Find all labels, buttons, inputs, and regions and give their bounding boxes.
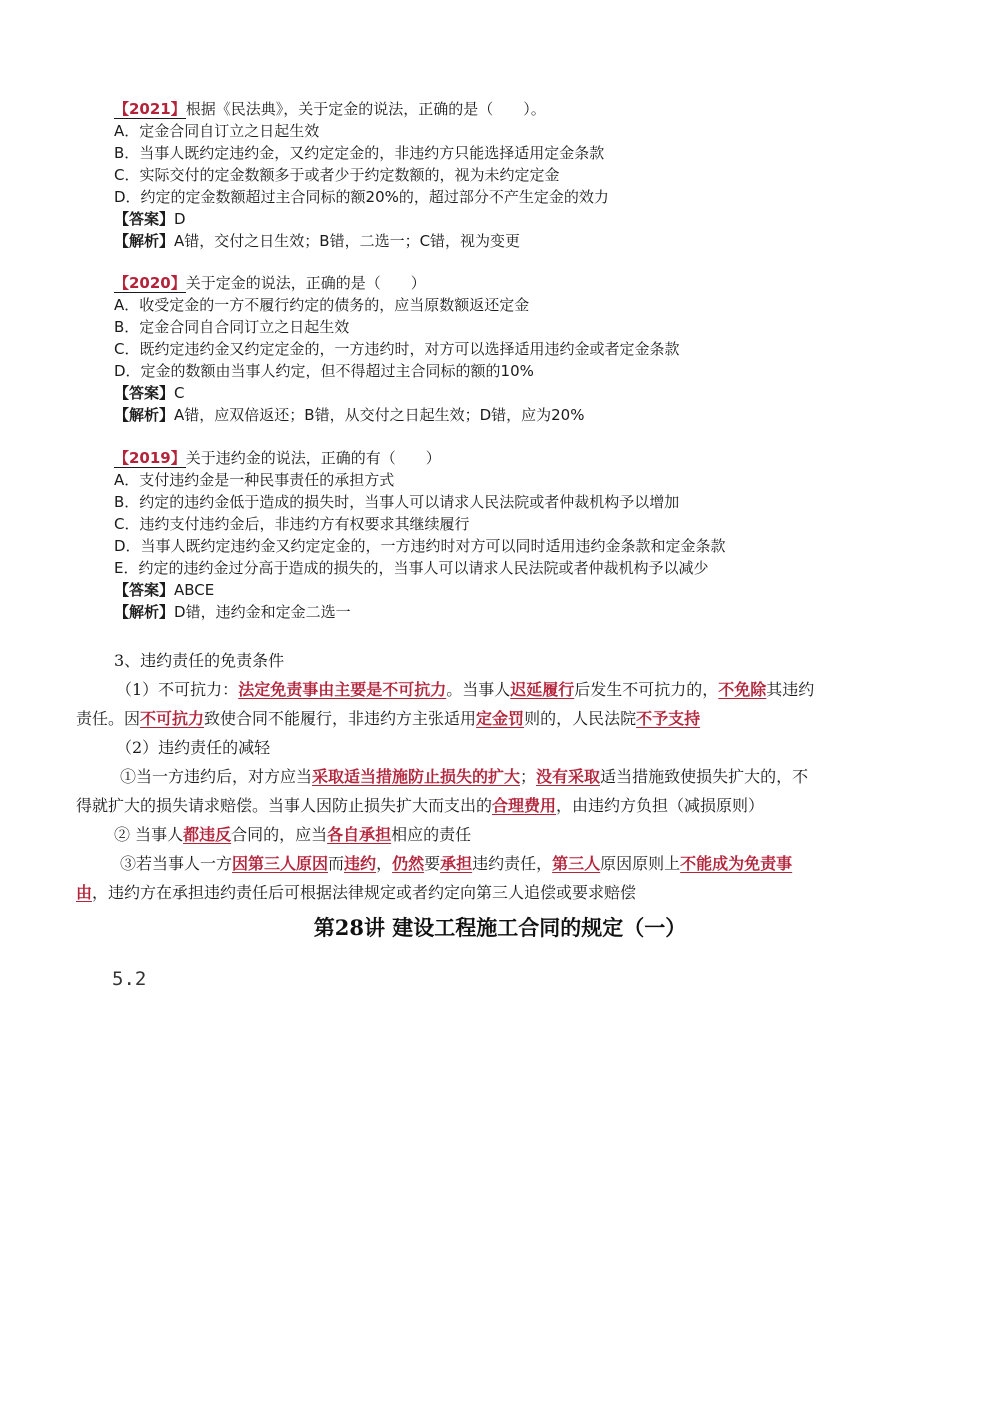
highlight: 仍然 <box>392 854 425 873</box>
analysis-line <box>114 601 934 623</box>
answer-line <box>114 579 934 601</box>
highlight: 迟延履行 <box>510 680 575 699</box>
highlight: 都违反 <box>183 825 232 844</box>
stem-text: 根据《民法典》，关于定金的说法，正确的是（ ）。 <box>185 100 546 118</box>
answer-label: 【答案】 <box>114 384 175 402</box>
paragraph-mitigation-1 <box>76 762 926 791</box>
option-c: C．实际交付的定金数额多于或者少于约定数额的，视为未约定定金 <box>114 166 560 184</box>
question-2019 <box>114 447 934 623</box>
highlight: 违约 <box>344 854 377 873</box>
text: ， <box>376 854 393 873</box>
paragraph-force-majeure-cont <box>76 704 926 733</box>
analysis-text: D错，违约金和定金二选一 <box>174 603 351 621</box>
section-title: 3、违约责任的免责条件 <box>114 651 285 670</box>
analysis-label: 【解析】 <box>114 603 175 621</box>
exemption-section <box>76 646 926 907</box>
text: 致使合同不能履行，非违约方主张适用 <box>204 709 477 728</box>
year-tag: 【2021】 <box>114 100 186 118</box>
highlight: 合理费用 <box>492 796 557 815</box>
analysis-label: 【解析】 <box>114 232 175 250</box>
option-d: D．定金的数额由当事人约定，但不得超过主合同标的额的10% <box>114 362 534 380</box>
answer-value: C <box>174 384 185 402</box>
analysis-text: A错，交付之日生效；B错，二选一；C错，视为变更 <box>174 232 521 250</box>
stem-text: 关于定金的说法，正确的是（ ） <box>185 274 426 292</box>
text: ； <box>520 767 537 786</box>
answer-value: ABCE <box>174 581 215 599</box>
text: ，由违约方负担（减损原则） <box>556 796 765 815</box>
question-2020 <box>114 272 934 426</box>
text: 要 <box>424 854 441 873</box>
paragraph-mitigation-3 <box>76 849 926 878</box>
text: （1）不可抗力： <box>116 680 239 699</box>
highlight: 不予支持 <box>636 709 701 728</box>
option-c: C．违约支付违约金后，非违约方有权要求其继续履行 <box>114 515 470 533</box>
text: 后发生不可抗力的， <box>574 680 719 699</box>
year-tag: 【2019】 <box>114 449 186 467</box>
highlight: 因第三人原因 <box>232 854 329 873</box>
paragraph-mitigation-2 <box>76 820 926 849</box>
option-d: D．当事人既约定违约金又约定定金的，一方违约时对方可以同时适用违约金条款和定金条款 <box>114 537 726 555</box>
subheading-mitigation: （2）违约责任的减轻 <box>116 738 271 757</box>
option-b: B．定金合同自合同订立之日起生效 <box>114 318 350 336</box>
analysis-label: 【解析】 <box>114 406 175 424</box>
text: ③若当事人一方 <box>120 854 233 873</box>
text: 而 <box>328 854 345 873</box>
analysis-line <box>114 404 934 426</box>
paragraph-mitigation-3-cont <box>76 878 926 907</box>
option-c: C．既约定违约金又约定定金的，一方违约时，对方可以选择适用违约金或者定金条款 <box>114 340 680 358</box>
text: 适当措施致使损失扩大的，不 <box>600 767 809 786</box>
text: 相应的责任 <box>391 825 472 844</box>
text: 违约责任， <box>472 854 553 873</box>
option-e: E．约定的违约金过分高于造成的损失的，当事人可以请求人民法院或者仲裁机构予以减少 <box>114 559 709 577</box>
highlight: 承担 <box>440 854 473 873</box>
option-a: A．收受定金的一方不履行约定的债务的，应当原数额返还定金 <box>114 296 530 314</box>
analysis-line <box>114 230 934 252</box>
text: 责任。因 <box>76 709 141 728</box>
text: 原因原则上 <box>600 854 681 873</box>
text: 其违约 <box>766 680 815 699</box>
highlight: 不可抗力 <box>140 709 205 728</box>
answer-value: D <box>174 210 186 228</box>
paragraph-force-majeure <box>76 675 926 704</box>
highlight: 不能成为免责事 <box>680 854 793 873</box>
paragraph-mitigation-1-cont <box>76 791 926 820</box>
highlight: 法定免责事由主要是不可抗力 <box>238 680 447 699</box>
option-b: B．约定的违约金低于造成的损失时，当事人可以请求人民法院或者仲裁机构予以增加 <box>114 493 680 511</box>
handwritten-number: 5.2 <box>112 968 147 990</box>
text: ② 当事人 <box>114 825 184 844</box>
option-a: A．支付违约金是一种民事责任的承担方式 <box>114 471 395 489</box>
answer-label: 【答案】 <box>114 581 175 599</box>
question-stem <box>114 272 934 294</box>
highlight: 各自承担 <box>327 825 392 844</box>
answer-line <box>114 382 934 404</box>
highlight: 定金罚 <box>476 709 525 728</box>
highlight: 不免除 <box>718 680 767 699</box>
question-2021 <box>114 98 934 252</box>
text: 得就扩大的损失请求赔偿。当事人因防止损失扩大而支出的 <box>76 796 493 815</box>
highlight: 第三人 <box>552 854 601 873</box>
answer-label: 【答案】 <box>114 210 175 228</box>
highlight: 由 <box>76 883 93 902</box>
option-d: D．约定的定金数额超过主合同标的额20%的，超过部分不产生定金的效力 <box>114 188 609 206</box>
answer-line <box>114 208 934 230</box>
question-stem <box>114 447 934 469</box>
text: ，违约方在承担违约责任后可根据法律规定或者约定向第三人追偿或要求赔偿 <box>92 883 637 902</box>
text: 则的，人民法院 <box>524 709 637 728</box>
text: 合同的，应当 <box>231 825 328 844</box>
text: 。当事人 <box>446 680 511 699</box>
lecture-heading: 第28讲 建设工程施工合同的规定（一） <box>313 915 687 940</box>
text: ①当一方违约后，对方应当 <box>120 767 313 786</box>
option-b: B．当事人既约定违约金，又约定定金的，非违约方只能选择适用定金条款 <box>114 144 605 162</box>
question-stem <box>114 98 934 120</box>
highlight: 采取适当措施防止损失的扩大 <box>312 767 521 786</box>
highlight: 没有采取 <box>536 767 601 786</box>
stem-text: 关于违约金的说法，正确的有（ ） <box>185 449 441 467</box>
option-a: A．定金合同自订立之日起生效 <box>114 122 320 140</box>
year-tag: 【2020】 <box>114 274 186 292</box>
analysis-text: A错，应双倍返还；B错，从交付之日起生效；D错，应为20% <box>174 406 585 424</box>
